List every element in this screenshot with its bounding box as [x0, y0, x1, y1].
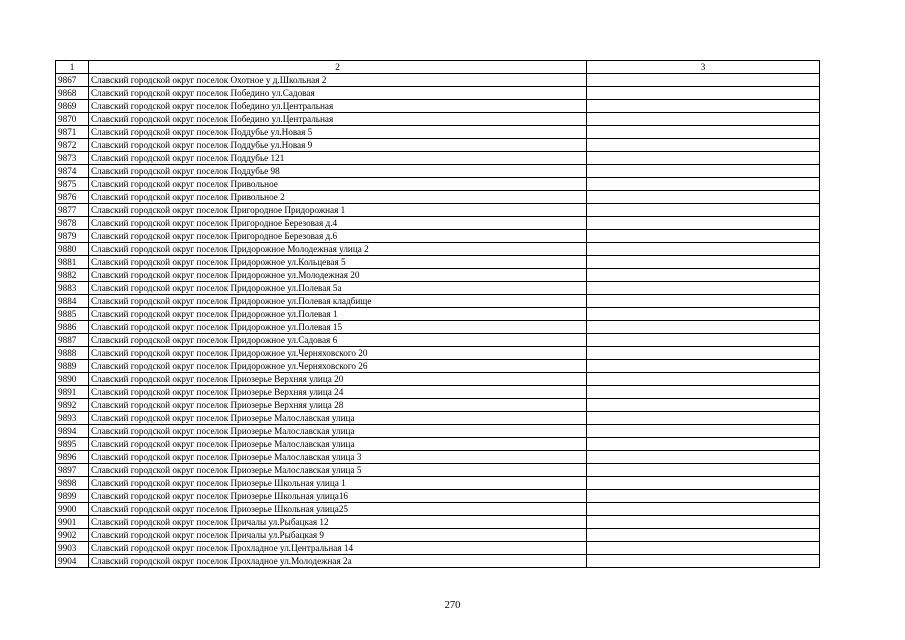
value-cell	[587, 464, 820, 477]
address-cell: Славский городской округ поселок Приозерье Верхняя улица 28	[89, 399, 587, 412]
table-row	[56, 464, 820, 477]
table-row	[56, 256, 820, 269]
address-cell: Славский городской округ поселок Приозерье Малославская улица 5	[89, 464, 587, 477]
row-number-cell: 9868	[56, 87, 89, 100]
value-cell	[587, 256, 820, 269]
row-number-cell: 9901	[56, 516, 89, 529]
value-cell	[587, 373, 820, 386]
table-row	[56, 191, 820, 204]
value-cell	[587, 425, 820, 438]
value-cell	[587, 126, 820, 139]
value-cell	[587, 360, 820, 373]
value-cell	[587, 308, 820, 321]
row-number-cell: 9874	[56, 165, 89, 178]
value-cell	[587, 139, 820, 152]
address-cell: Славский городской округ поселок Причалы ул.Рыбацкая 9	[89, 529, 587, 542]
value-cell	[587, 555, 820, 568]
row-number-cell: 9894	[56, 425, 89, 438]
address-cell: Славский городской округ поселок Прохладное ул.Центральная 14	[89, 542, 587, 555]
value-cell	[587, 74, 820, 87]
address-cell: Славский городской округ поселок Причалы ул.Рыбацкая 12	[89, 516, 587, 529]
row-number-cell: 9904	[56, 555, 89, 568]
header-cell-3: 3	[587, 61, 820, 74]
address-cell: Славский городской округ поселок Приозерье Малославская улица	[89, 438, 587, 451]
value-cell	[587, 542, 820, 555]
row-number-cell: 9881	[56, 256, 89, 269]
row-number-cell: 9896	[56, 451, 89, 464]
value-cell	[587, 282, 820, 295]
row-number-cell: 9879	[56, 230, 89, 243]
address-cell: Славский городской округ поселок Приозерье Школьная улица25	[89, 503, 587, 516]
address-cell: Славский городской округ поселок Приозерье Школьная улица16	[89, 490, 587, 503]
table-row	[56, 165, 820, 178]
header-cell-1: 1	[56, 61, 89, 74]
address-cell: Славский городской округ поселок Приозерье Верхняя улица 24	[89, 386, 587, 399]
table-row	[56, 295, 820, 308]
address-cell: Славский городской округ поселок Придорожное ул.Полевая 5а	[89, 282, 587, 295]
table-row	[56, 477, 820, 490]
row-number-cell: 9884	[56, 295, 89, 308]
table-row	[56, 87, 820, 100]
address-cell: Славский городской округ поселок Придорожное ул.Полевая 15	[89, 321, 587, 334]
header-cell-2: 2	[89, 61, 587, 74]
row-number-cell: 9867	[56, 74, 89, 87]
row-number-cell: 9895	[56, 438, 89, 451]
table-row	[56, 516, 820, 529]
value-cell	[587, 217, 820, 230]
value-cell	[587, 386, 820, 399]
table-row	[56, 360, 820, 373]
row-number-cell: 9871	[56, 126, 89, 139]
address-cell: Славский городской округ поселок Придорожное ул.Полевая 1	[89, 308, 587, 321]
value-cell	[587, 113, 820, 126]
row-number-cell: 9869	[56, 100, 89, 113]
address-cell: Славский городской округ поселок Привольное 2	[89, 191, 587, 204]
address-cell: Славский городской округ поселок Приозерье Малославская улица	[89, 412, 587, 425]
row-number-cell: 9892	[56, 399, 89, 412]
value-cell	[587, 243, 820, 256]
address-cell: Славский городской округ поселок Придорожное ул.Кольцевая 5	[89, 256, 587, 269]
value-cell	[587, 321, 820, 334]
table-row	[56, 100, 820, 113]
table-row	[56, 438, 820, 451]
row-number-cell: 9897	[56, 464, 89, 477]
row-number-cell: 9888	[56, 347, 89, 360]
address-cell: Славский городской округ поселок Приозерье Школьная улица 1	[89, 477, 587, 490]
value-cell	[587, 100, 820, 113]
table-row	[56, 178, 820, 191]
row-number-cell: 9877	[56, 204, 89, 217]
row-number-cell: 9876	[56, 191, 89, 204]
table-row	[56, 308, 820, 321]
value-cell	[587, 334, 820, 347]
address-cell: Славский городской округ поселок Поддубье ул.Новая 5	[89, 126, 587, 139]
table-row	[56, 542, 820, 555]
value-cell	[587, 516, 820, 529]
address-cell: Славский городской округ поселок Победино ул.Центральная	[89, 100, 587, 113]
table-row	[56, 204, 820, 217]
address-cell: Славский городской округ поселок Придорожное ул.Черняховского 20	[89, 347, 587, 360]
table-row	[56, 217, 820, 230]
value-cell	[587, 451, 820, 464]
address-cell: Славский городской округ поселок Пригородное Березовая д.4	[89, 217, 587, 230]
table-header-row	[56, 61, 820, 74]
address-cell: Славский городской округ поселок Привольное	[89, 178, 587, 191]
value-cell	[587, 152, 820, 165]
row-number-cell: 9886	[56, 321, 89, 334]
table-row	[56, 269, 820, 282]
value-cell	[587, 230, 820, 243]
address-cell: Славский городской округ поселок Приозерье Малославская улица 3	[89, 451, 587, 464]
address-cell: Славский городской округ поселок Охотное у д.Школьная 2	[89, 74, 587, 87]
value-cell	[587, 412, 820, 425]
value-cell	[587, 178, 820, 191]
table-row	[56, 490, 820, 503]
row-number-cell: 9900	[56, 503, 89, 516]
table-row	[56, 503, 820, 516]
page-number: 270	[444, 600, 461, 611]
table-row	[56, 399, 820, 412]
row-number-cell: 9887	[56, 334, 89, 347]
address-cell: Славский городской округ поселок Придорожное ул.Молодежная 20	[89, 269, 587, 282]
row-number-cell: 9875	[56, 178, 89, 191]
row-number-cell: 9883	[56, 282, 89, 295]
address-cell: Славский городской округ поселок Приозерье Малославская улица	[89, 425, 587, 438]
address-cell: Славский городской округ поселок Придорожное ул.Садовая 6	[89, 334, 587, 347]
value-cell	[587, 399, 820, 412]
row-number-cell: 9893	[56, 412, 89, 425]
address-cell: Славский городской округ поселок Поддубье 98	[89, 165, 587, 178]
address-cell: Славский городской округ поселок Пригородное Березовая д.6	[89, 230, 587, 243]
address-table-body	[56, 61, 820, 568]
address-cell: Славский городской округ поселок Поддубье 121	[89, 152, 587, 165]
row-number-cell: 9870	[56, 113, 89, 126]
address-cell: Славский городской округ поселок Прохладное ул.Молодежная 2а	[89, 555, 587, 568]
table-row	[56, 386, 820, 399]
table-row	[56, 529, 820, 542]
row-number-cell: 9903	[56, 542, 89, 555]
address-table	[55, 60, 820, 568]
value-cell	[587, 477, 820, 490]
value-cell	[587, 204, 820, 217]
row-number-cell: 9899	[56, 490, 89, 503]
value-cell	[587, 347, 820, 360]
table-row	[56, 425, 820, 438]
table-row	[56, 451, 820, 464]
row-number-cell: 9878	[56, 217, 89, 230]
table-row	[56, 282, 820, 295]
table-row	[56, 347, 820, 360]
address-cell: Славский городской округ поселок Победино ул.Центральная	[89, 113, 587, 126]
value-cell	[587, 490, 820, 503]
value-cell	[587, 87, 820, 100]
table-row	[56, 334, 820, 347]
value-cell	[587, 438, 820, 451]
value-cell	[587, 269, 820, 282]
address-cell: Славский городской округ поселок Придорожное ул.Черняховского 26	[89, 360, 587, 373]
table-row	[56, 74, 820, 87]
value-cell	[587, 529, 820, 542]
row-number-cell: 9891	[56, 386, 89, 399]
table-row	[56, 373, 820, 386]
table-row	[56, 243, 820, 256]
table-row	[56, 126, 820, 139]
table-row	[56, 230, 820, 243]
value-cell	[587, 165, 820, 178]
row-number-cell: 9898	[56, 477, 89, 490]
value-cell	[587, 295, 820, 308]
row-number-cell: 9873	[56, 152, 89, 165]
address-cell: Славский городской округ поселок Придорожное ул.Полевая кладбище	[89, 295, 587, 308]
address-cell: Славский городской округ поселок Поддубье ул.Новая 9	[89, 139, 587, 152]
table-row	[56, 152, 820, 165]
table-row	[56, 321, 820, 334]
table-row	[56, 139, 820, 152]
row-number-cell: 9902	[56, 529, 89, 542]
row-number-cell: 9882	[56, 269, 89, 282]
address-cell: Славский городской округ поселок Победино ул.Садовая	[89, 87, 587, 100]
value-cell	[587, 503, 820, 516]
row-number-cell: 9890	[56, 373, 89, 386]
address-cell: Славский городской округ поселок Придорожное Молодежная улица 2	[89, 243, 587, 256]
value-cell	[587, 191, 820, 204]
table-row	[56, 412, 820, 425]
table-row	[56, 555, 820, 568]
row-number-cell: 9880	[56, 243, 89, 256]
row-number-cell: 9872	[56, 139, 89, 152]
row-number-cell: 9885	[56, 308, 89, 321]
table-row	[56, 113, 820, 126]
address-cell: Славский городской округ поселок Приозерье Верхняя улица 20	[89, 373, 587, 386]
address-cell: Славский городской округ поселок Пригородное Придорожная 1	[89, 204, 587, 217]
row-number-cell: 9889	[56, 360, 89, 373]
